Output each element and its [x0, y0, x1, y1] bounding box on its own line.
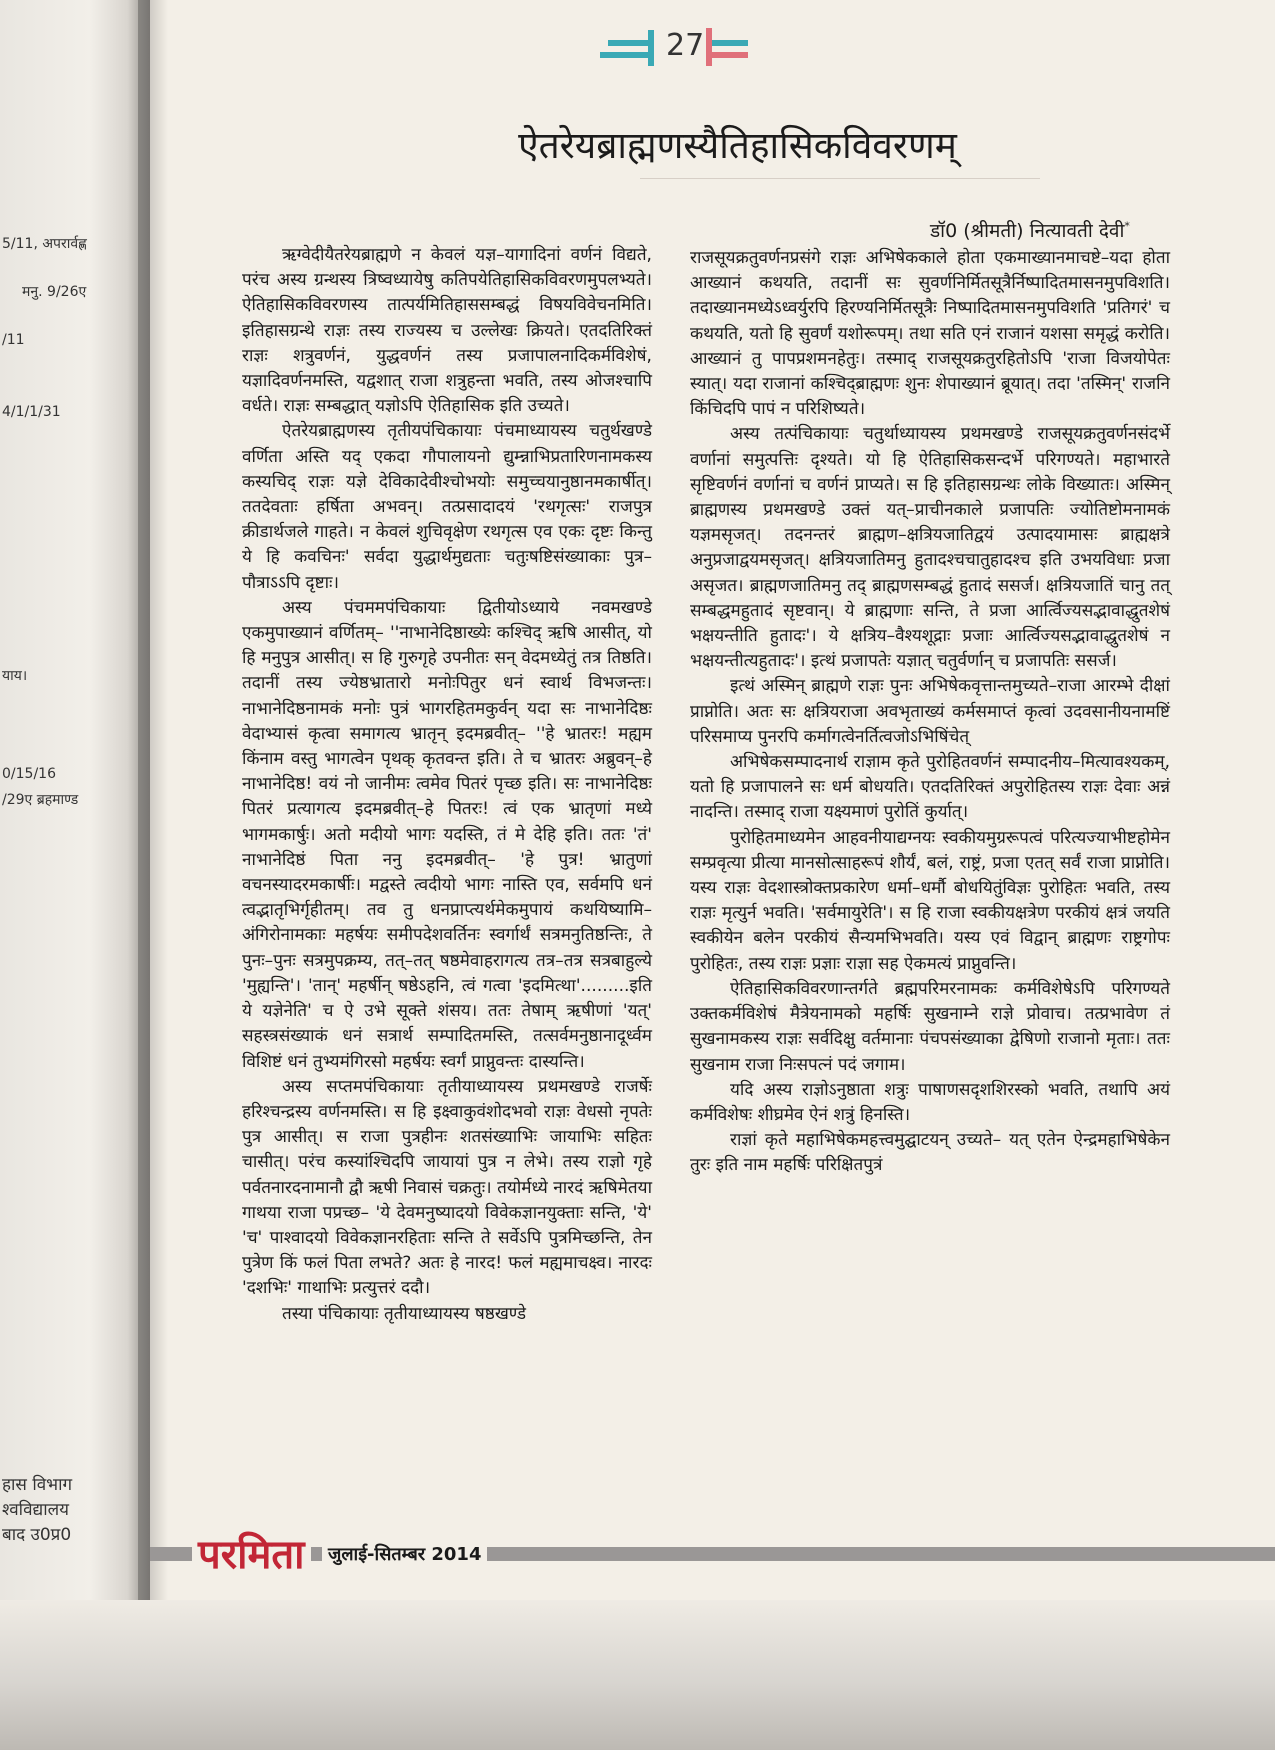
- author-line: [930, 217, 1130, 243]
- paragraph: इत्थं अस्मिन् ब्राह्मणे राज्ञः पुनः अभिषेकवृत्तान्तमुच्यते–राजा आरम्भे दीक्षां प्राप्नोति। अतः सः क्षत्रियराजा अवभृताख्यं कर्मसमाप्तं कृत्वां उदवसानीयनामष्टिं परिसमाप्य पुनरपि कर्मागत्वेनर्तित्वजोऽभिषिंचेत्: [690, 676, 1170, 747]
- title-rule: [640, 178, 1040, 179]
- margin-note: श्वविद्यालय: [2, 1500, 70, 1520]
- paragraph: अभिषेकसम्पादनार्थ राज्ञाम कृते पुरोहितवर्णनं सम्पादनीय–मित्यावश्यकम्, यतो हि प्रजापालने सः धर्म बोधयति। एतदतिरिक्तं अपुरोहितस्य राज्ञः देवाः अन्नं नादन्ति। तस्माद् राजा यक्ष्यमाणं पुरोतिं कुर्यात्।: [690, 752, 1170, 823]
- journal-logo: परमिता: [192, 1525, 311, 1580]
- issue-date: जुलाई-सितम्बर 2014: [322, 1542, 487, 1566]
- author-name: डॉ0 (श्रीमती) नित्यावती देवी: [930, 220, 1125, 242]
- paragraph: अस्य तत्पंचिकायाः चतुर्थाध्यायस्य प्रथमखण्डे राजसूयक्रतुवर्णनसंदर्भे वर्णानां समुत्पत्तिः दृश्यते। यो हि ऐतिहासिकसन्दर्भे परिगण्यते। महाभारते सृष्टिवर्णनं वर्णानां च वर्णनं प्राप्यते। स हि इतिहासग्रन्थः लोके विख्यातः। अस्मिन् ब्राह्मणस्य प्रथमखण्डे उक्तं यत्–प्राचीनकाले प्रजापतिः ज्योतिष्टोमनामकं यज्ञमसृजत्। तदनन्तरं ब्राह्मण–क्षत्रियजातिद्वयं उत्पादयामासः ब्राह्मक्षत्रे अनुप्रजाद्वयमसृजत्। क्षत्रियजातिमनु हुतादश्चचातुहादश्च इति उभयविधाः प्रजा असृजत। ब्राह्मणजातिमनु तद् ब्राह्मणसम्बद्धं हुतादं ससर्ज। क्षत्रियजातिं चानु तत् सम्बद्धमहुतादं सृष्टवान्। ये ब्राह्मणाः सन्ति, ते प्रजा आर्त्विज्यसद्भावाद्धुतशेषं भक्षयन्तीति हुतादः'। ये क्षत्रिय–वैश्यशूद्राः प्रजाः आर्त्विज्यसद्भावाद्धुतशेषं न भक्षयन्तीत्यहुतादः'। इत्थं प्रजापतेः यज्ञात् चतुर्वर्णान् च प्रजापतिः ससर्ज।: [690, 424, 1170, 672]
- right-column: [690, 246, 1170, 1179]
- decor-bar: [608, 40, 652, 46]
- paragraph: ऐतरेयब्राह्मणस्य तृतीयपंचिकायाः पंचमाध्यायस्य चतुर्थखण्डे वर्णिता अस्ति यद् एकदा गौपालायनो द्युम्न्नाभिप्रतारिणनामकस्य कस्यचिद् राज्ञः यज्ञे देविकादेवीश्चोभयोः समुच्चयानुष्ठानमकार्षीत्। ततदेवताः हर्षिता अभवन्। तत्प्रसादादयं 'रथगृत्सः' राजपुत्र क्रीडार्थजले गाहते। न केवलं शुचिवृक्षेण रथगृत्स एव एकः दृष्टः किन्तु ये हि कवचिनः' सर्वदा युद्धार्थमुद्यताः चतुःषष्टिसंख्याकाः पुत्र–पौत्राऽऽपि दृष्टाः।: [242, 421, 652, 593]
- footer-band: [150, 1547, 1275, 1561]
- paragraph: ऋग्वेदीयैतरेयब्राह्मणे न केवलं यज्ञ–यागादिनां वर्णनं विद्यते, परंच अस्य ग्रन्थस्य त्रिष्वध्यायेषु कतिपयेतिहासिकविवरणमुपलभ्यते। ऐतिहासिकविवरणस्य तात्पर्यमितिहाससम्बद्धं विषयविवेचनमिति। इतिहासग्रन्थे राज्ञः तस्य राज्यस्य च उल्लेखः क्रियते। एतदतिरिक्तं राज्ञः शत्रुवर्णनं, युद्धवर्णनं तस्य प्रजापालनादिकर्मविशेषं, यज्ञादिवर्णनमस्ति, यद्वशात् राजा शत्रुहन्ता भवति, तस्य ओजश्चापि वर्धते। राज्ञः सम्बद्धात् यज्ञोऽपि ऐतिहासिक इति उच्यते।: [242, 245, 652, 417]
- left-column: [242, 243, 652, 1327]
- author-footnote-mark: *: [1124, 219, 1130, 233]
- spine-shadow: [138, 0, 168, 1750]
- decor-bar: [600, 52, 652, 58]
- paragraph: ऐतिहासिकविवरणान्तर्गते ब्रह्मपरिमरनामकः कर्मविशेषेऽपि परिगण्यते उक्तकर्मविशेषं मैत्रेयनामको महर्षिः सुखनाम्ने राज्ञे प्रोवाच। तत्प्रभावेण तं सुखनामकस्य राज्ञः सर्वदिक्षु वर्तमानाः पंचपसंख्याका द्वेषिणो राजानो मृताः। ततः सुखनाम राजा निःसपत्नं पदं जगाम।: [690, 978, 1170, 1075]
- paragraph: तस्या पंचिकायाः तृतीयाध्यायस्य षष्ठखण्डे: [282, 1303, 527, 1324]
- paragraph: यदि अस्य राज्ञोऽनुष्ठाता शत्रुः पाषाणसदृशशिरस्को भवति, तथापि अयं कर्मविशेषः शीघ्रमेव ऐनं शत्रुं हिनस्ति।: [690, 1079, 1170, 1125]
- page-number-badge: [600, 22, 750, 72]
- margin-note: बाद उ0प्र0: [2, 1525, 72, 1545]
- margin-note: 5/11, अपरार्वह्ण: [2, 236, 87, 252]
- margin-note: याय।: [2, 668, 28, 684]
- margin-note: मनु. 9/26ए: [22, 284, 87, 300]
- paragraph: अस्य पंचममपंचिकायाः द्वितीयोऽध्याये नवमखण्डे एकमुपाख्यानं वर्णितम्– ''नाभानेदिष्ठाख्येः कश्चिद् ऋषि आसीत्, यो हि मनुपुत्र आसीत्। स हि गुरुगृहे उपनीतः सन् वेदमध्येतुं तत्र तिष्ठति। तदानीं तस्य ज्येष्ठभ्रातारो मनोःपितुर धनं स्वार्थ विभजन्तः। नाभानेदिष्ठनामकं मनोः पुत्रं भागरहितमकुर्वन् यदा सः नाभानेदिष्ठः वेदाभ्यासं कृत्वा समागत्य भ्रातृन् इदमब्रवीत्– ''हे भ्रातरः! मह्यम किंनाम वस्तु भागत्वेन पृथक् कृतवन्त इति। ते च भ्रातरः अब्रुवन्–हे नाभानेदिष्ठ! वयं नो जानीमः त्वमेव पितरं पृच्छ इति। सः नाभानेदिष्ठः पितरं प्रत्यागत्य इदमब्रवीत्–हे पितरः! त्वं एक भ्रातृणां मध्ये भागमकार्षुः। अतो मदीयो भागः यदस्ति, तं मे देहि इति। ततः 'तं' नाभानेदिष्ठं पिता ननु इदमब्रवीत्– 'हे पुत्र! भ्रातुणां वचनस्यादरमकार्षीः। मद्वस्ते त्वदीयो भागः नास्ति एव, सर्वमपि धनं त्वद्भातृभिर्गृहीतम्। तव तु धनप्राप्त्यर्थमेकमुपायं कथयिष्यामि– अंगिरोनामकाः महर्षयः समीपदेशवर्तिनः स्वर्गार्थं सत्रमनुतिष्ठन्तिः, ते पुनः–पुनः सत्रमुपक्रम्य, तत्–तत् षष्ठमेवाहरागत्य तत्र–तत्र सत्रबाहुल्ये 'मुह्यन्ति'। 'तान्' महर्षीन् षष्ठेऽहनि, त्वं गत्वा 'इदमित्था'.........इति ये यज्ञेनेति' च ऐ उभे सूक्ते शंसय। ततः तेषाम् ऋषीणां 'यत्' सहस्त्रसंख्याकं धनं सत्रार्थ सम्पादितमस्ति, तत्सर्वमनुष्ठानादूर्ध्वम विशिष्टं धनं तुभ्यमंगिरसो महर्षयः स्वर्गं प्राप्नुवन्तः दास्यन्ति।: [242, 597, 652, 1072]
- decor-bar: [648, 30, 654, 66]
- margin-note: /11: [2, 332, 25, 348]
- decor-bar: [706, 28, 712, 66]
- decor-bar: [712, 40, 748, 46]
- margin-note: 4/1/1/31: [2, 404, 61, 420]
- margin-note: /29ए ब्रहमाण्ड: [2, 792, 79, 808]
- page-bottom-shadow: [0, 1600, 1275, 1750]
- paragraph: राजसूयक्रतुवर्णनप्रसंगे राज्ञः अभिषेककाले होता एकमाख्यानमाचष्टे–यदा होता आख्यानं कथयति, तदानीं सः सुवर्णनिर्मितसूत्रैर्निष्पादितमासनमुपविशति। तदाख्यानमध्येऽध्वर्युरपि हिरण्यनिर्मितसूत्रैः निष्पादितमासनमुपविशति 'प्रतिगरं' च कथयति, यतो हि सुवर्णं यशोरूपम्। तथा सति एनं राजानं यशसा समृद्धं करोति। आख्यानं तु पापप्रशमनहेतुः। तस्माद् राजसूयक्रतुरहितोऽपि 'राजा विजयोपेतः स्यात्। यदा राजानां कश्चिद्ब्राह्मणः शुनः शेपाख्यानं ब्रूयात्। तदा 'तस्मिन्' राजनि किंचिदपि पापं न परिशिष्यते।: [690, 248, 1170, 420]
- decor-bar: [712, 52, 748, 58]
- page-number: 27: [666, 28, 705, 63]
- margin-note: 0/15/16: [2, 766, 56, 782]
- paragraph: अस्य सप्तमपंचिकायाः तृतीयाध्यायस्य प्रथमखण्डे राजर्षेः हरिश्चन्द्रस्य वर्णनमस्ति। स हि इक्ष्वाकुवंशोदभवो राज्ञः वेधसो नृपतेः पुत्र आसीत्। स राजा पुत्रहीनः शतसंख्याभिः जायाभिः सहितः चासीत्। परंच कस्यांश्चिदपि जायायां पुत्र न लेभे। तस्य राज्ञो गृहे पर्वतनारदनामानौ द्वौ ऋषी निवासं चक्रतुः। तयोर्मध्ये नारदं ऋषिमेतया गाथया राजा पप्रच्छ– 'ये देवमनुष्यादयो विवेकज्ञानयुक्ताः सन्ति, 'ये' 'च' पाश्वादयो विवेकज्ञानरहिताः सन्ति ते सर्वेऽपि पुत्रमिच्छन्ति, तेन पुत्रेण किं फलं पिता लभते? अतः हे नारद! फलं मह्यमाचक्ष्व। नारदः 'दशभिः' गाथाभिः प्रत्युत्तरं ददौ।: [242, 1076, 652, 1299]
- article-title: ऐतरेयब्राह्मणस्यैतिहासिकविवरणम्: [518, 124, 957, 167]
- margin-note: हास विभाग: [2, 1475, 73, 1495]
- paragraph: पुरोहितमाध्यमेन आहवनीयाद्यग्नयः स्वकीयमुग्ररूपत्वं परित्यज्याभीष्टहोमेन सम्प्रवृत्या प्रीत्या मानसोत्साहरूपं शौर्यं, बलं, राष्ट्रं, प्रजा एतत् सर्वं राजा प्राप्नोति। यस्य राज्ञः वेदशास्त्रोक्तप्रकारेण धर्मा–धर्मौ बोधयितुंविज्ञः पुरोहितः भवति, तस्य राज्ञः मृत्युर्न भवति। 'सर्वमायुरेति'। स हि राजा स्वकीयक्षत्रेण परकीयं क्षत्रं जयति स्वकीयेन बलेन परकीयं सैन्यमभिभवति। यस्य एवं विद्वान् ब्राह्मणः राष्ट्रगोपः पुरोहितः, तस्य राज्ञः प्रज्ञाः राज्ञा सह ऐकमत्यं प्राप्नुवन्ति।: [690, 827, 1170, 974]
- paragraph: राज्ञां कृते महाभिषेकमहत्त्वमुद्घाटयन् उच्यते– यत् एतेन ऐन्द्रमहाभिषेकेन तुरः इति नाम महर्षिः परिक्षितपुत्रं: [690, 1130, 1170, 1176]
